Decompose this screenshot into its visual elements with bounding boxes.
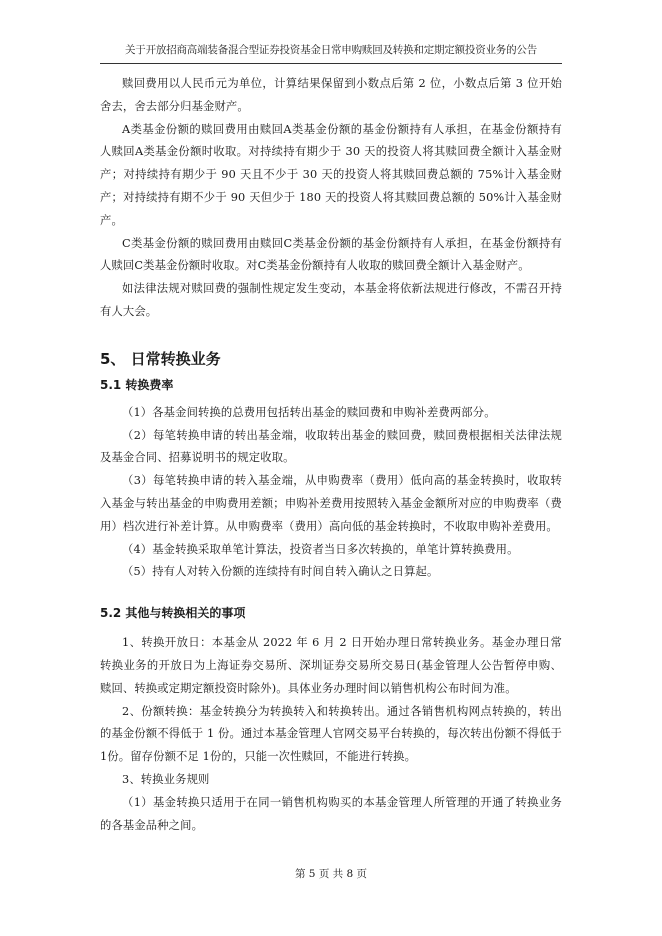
document-body [100,73,562,837]
subsection-title-other-matters: 5.2 其他与转换相关的事项 [100,606,246,621]
list-item: （5）持有人对转入份额的连续持有时间自转入确认之日算起。 [122,565,439,579]
paragraph-redemption-unit: 赎回费用以人民币元为单位，计算结果保留到小数点后第 2 位，小数点后第 3 位开始舍去，舍去部分归基金财产。 [100,77,562,113]
list-item: （2）每笔转换申请的转出基金端，收取转出基金的赎回费，赎回费根据相关法律法规及基金合同、招募说明书的规定收取。 [100,428,562,465]
list-item: 2、份额转换：基金转换分为转换转入和转换转出。通过各销售机构网点转换的，转出的基金份额不得低于 1 份。通过本基金管理人官网交易平台转换的，每次转出份额不得低于 1份。留存份额不足 1份的，只能一次性赎回，不能进行转换。 [100,704,562,764]
paragraph-class-c-fee: C类基金份额的赎回费用由赎回C类基金份额的基金份额持有人承担，在基金份额持有人赎回C类基金份额时收取。对C类基金份额持有人收取的赎回费全额计入基金财产。 [100,236,562,273]
list-item: （4）基金转换采取单笔计算法，投资者当日多次转换的，单笔计算转换费用。 [122,542,519,556]
list-item: 1、转换开放日：本基金从 2022 年 6 月 2 日开始办理日常转换业务。基金办理日常转换业务的开放日为上海证券交易所、深圳证券交易所交易日(基金管理人公告暂停申购、赎回、转换或定期定额投资时除外)。具体业务办理时间以销售机构公布时间为准。 [100,636,562,695]
header-divider [100,63,562,64]
subsection-title-conversion-fee: 5.1 转换费率 [100,377,174,392]
list-item: 3、转换业务规则 [122,772,210,786]
list-item: （1）各基金间转换的总费用包括转出基金的赎回费和申购补差费两部分。 [122,405,496,419]
page-number: 第 5 页 共 8 页 [294,868,368,880]
paragraph-class-a-fee: A类基金份额的赎回费用由赎回A类基金份额的基金份额持有人承担，在基金份额持有人赎回A类基金份额时收取。对持续持有期少于 30 天的投资人将其赎回费全额计入基金财产；对持续持有期少于 90 天且不少于 30 天的投资人将其赎回费总额的 75%计入基金财产；对持续持有期不少于 90 天但少于 180 天的投资人将其赎回费总额的 50%计入基金财产。 [100,122,562,227]
section-title-conversion: 5、 日常转换业务 [100,349,221,368]
list-item: （3）每笔转换申请的转入基金端，从申购费率（费用）低向高的基金转换时，收取转入基金与转出基金的申购费用差额；申购补差费用按照转入基金金额所对应的申购费率（费用）档次进行补差计算。从申购费率（费用）高向低的基金转换时，不收取申购补差费用。 [100,474,562,533]
paragraph-law-change: 如法律法规对赎回费的强制性规定发生变动，本基金将依新法规进行修改，不需召开持有人大会。 [100,282,562,318]
list-item: （1）基金转换只适用于在同一销售机构购买的本基金管理人所管理的开通了转换业务的各基金品种之间。 [100,795,562,832]
page-header: 关于开放招商高端装备混合型证券投资基金日常申购赎回及转换和定期定额投资业务的公告 [125,44,537,56]
